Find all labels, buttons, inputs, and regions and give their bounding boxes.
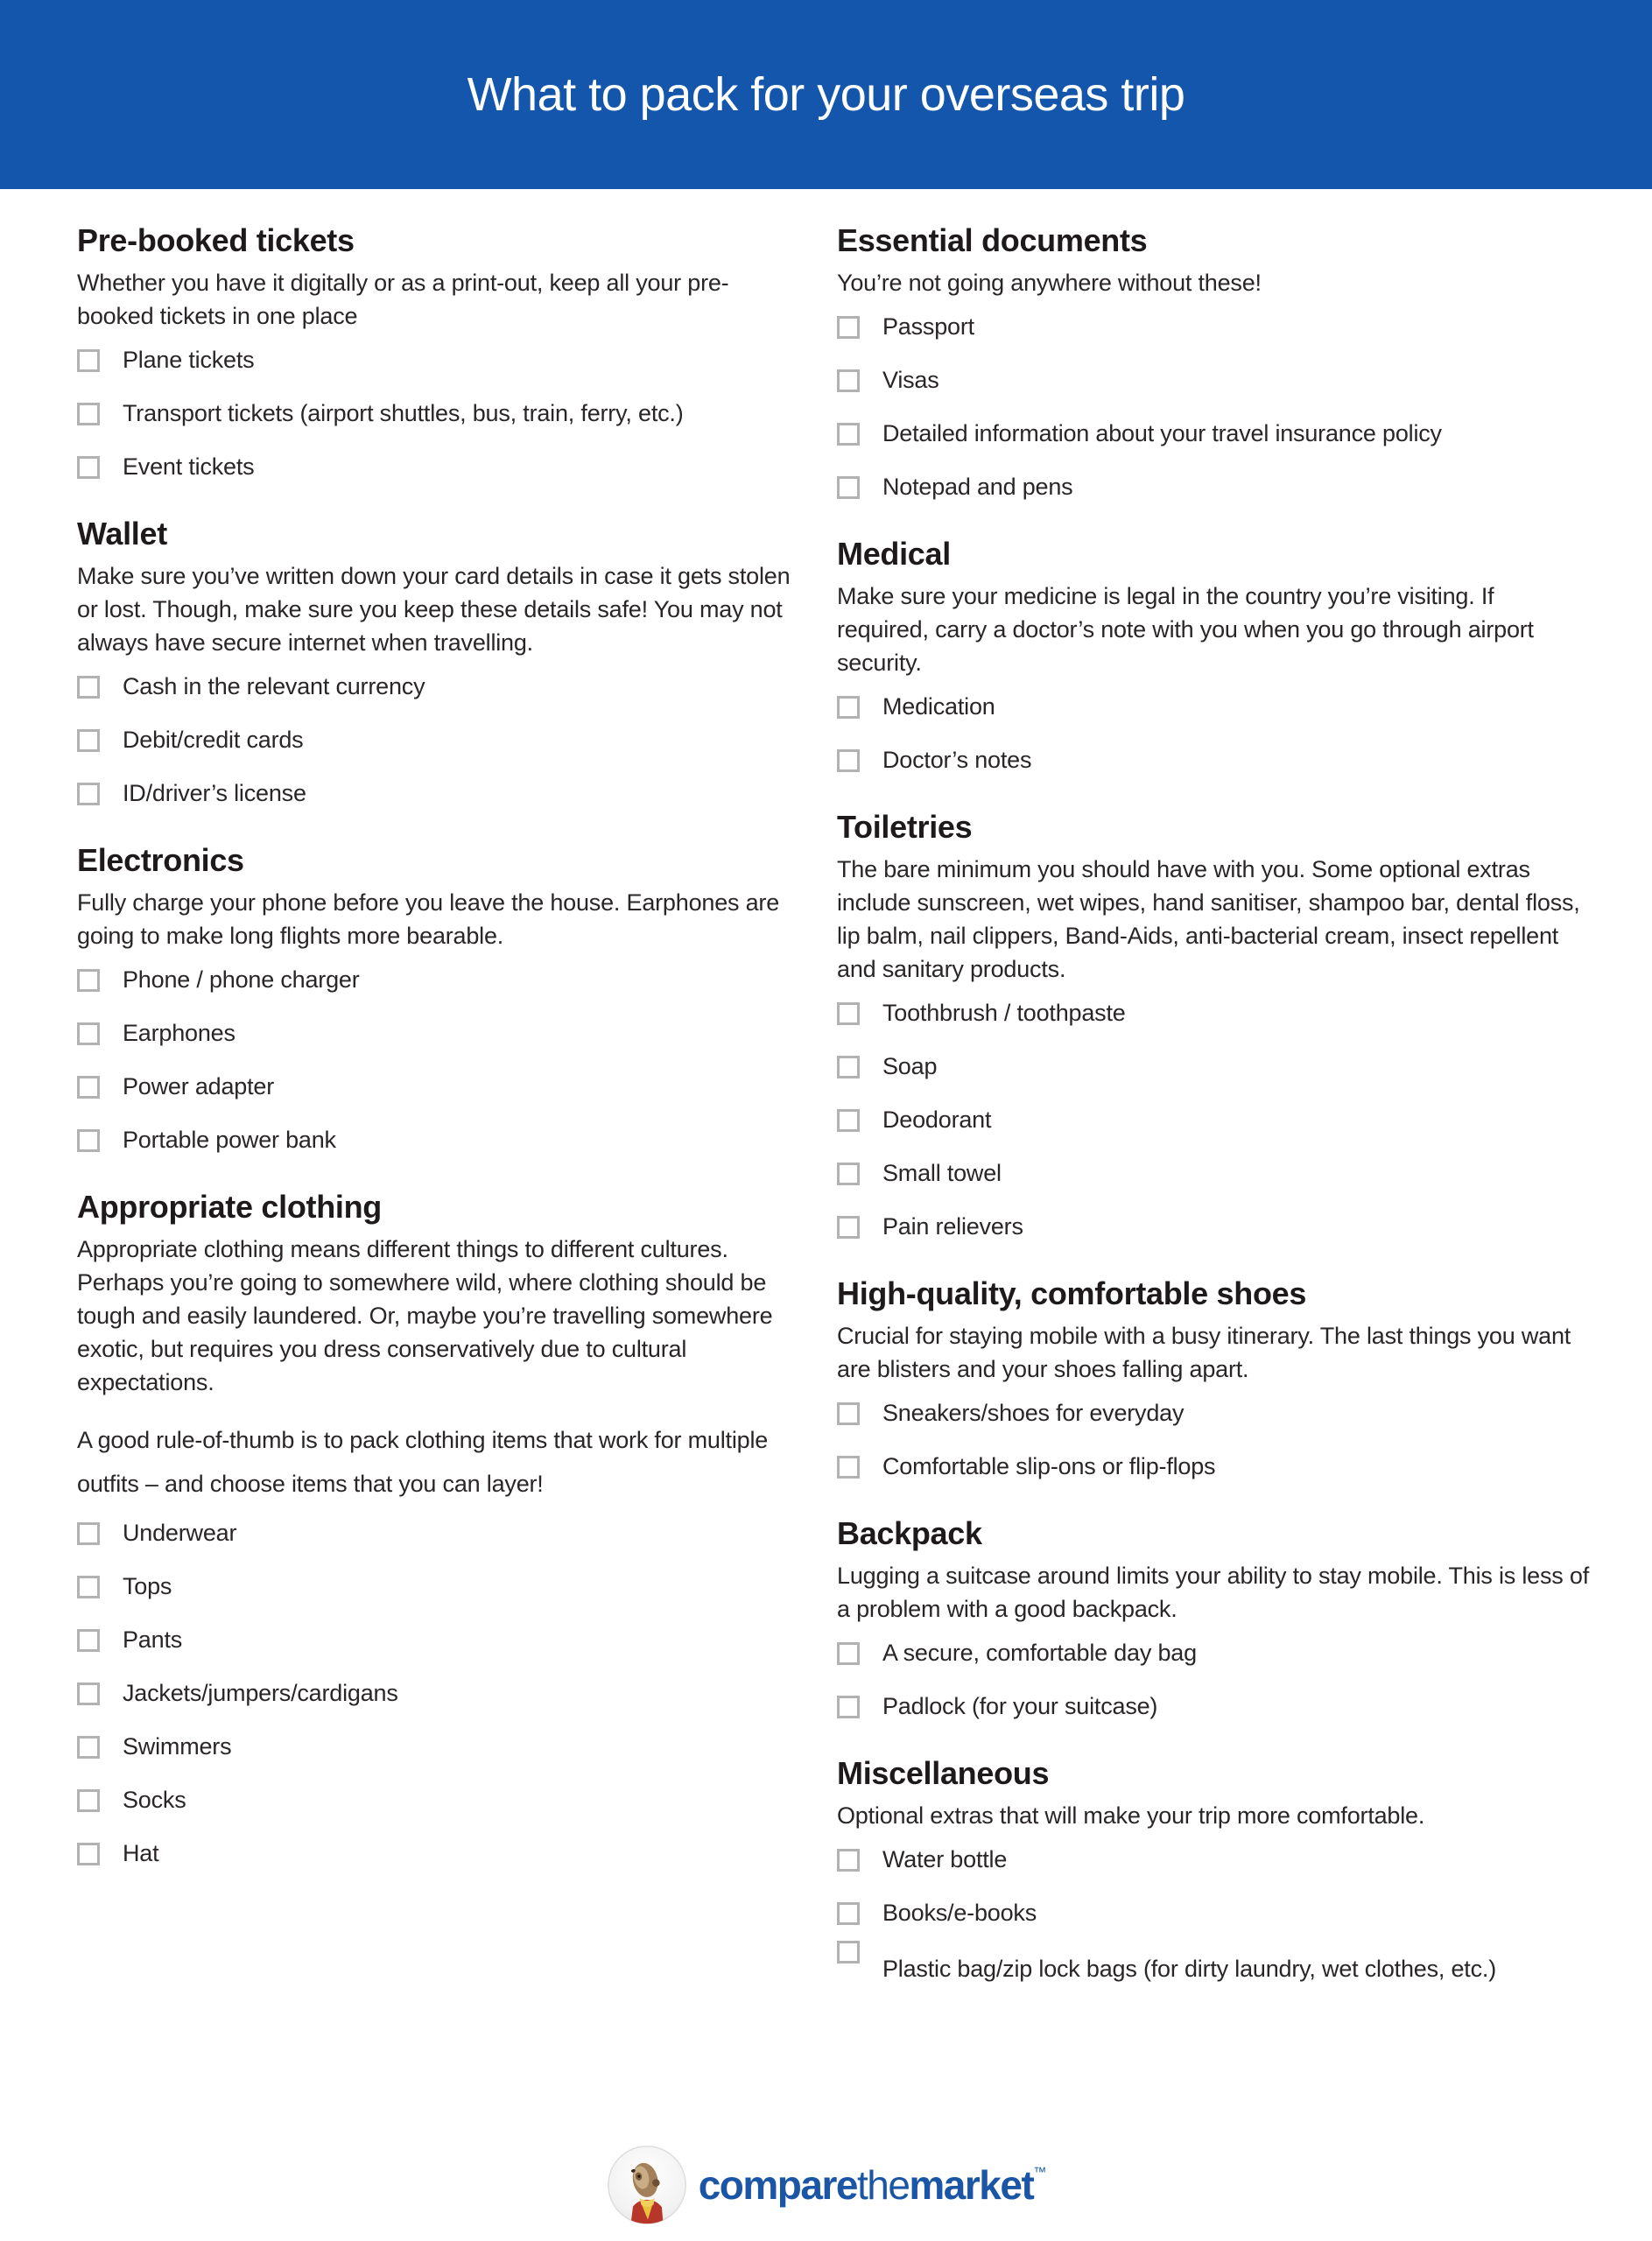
section-description: The bare minimum you should have with you. Some optional extras include sunscreen, wet wipes, hand sanitiser, shampoo bar, dental floss, lip balm, nail clippers, Band-Aids, anti-bacterial cream, insect repellent and sanitary products. — [837, 856, 1580, 982]
checklist-item-label: Small towel — [882, 1160, 1002, 1186]
checklist-item — [77, 1127, 797, 1154]
checklist-item-label: Sneakers/shoes for everyday — [882, 1400, 1185, 1426]
checklist-items — [837, 1000, 1591, 1240]
checklist-items — [837, 313, 1591, 501]
section-toiletries — [837, 809, 1591, 1240]
checklist-item — [77, 347, 797, 374]
checkbox[interactable] — [77, 783, 100, 805]
checklist-items — [77, 673, 797, 807]
section-title: Pre-booked tickets — [77, 222, 355, 258]
section-electronics — [77, 842, 797, 1154]
checkbox[interactable] — [77, 1022, 100, 1045]
section-title: Backpack — [837, 1515, 982, 1551]
checkbox[interactable] — [837, 369, 860, 392]
section-title: Medical — [837, 536, 951, 572]
section-backpack — [837, 1515, 1591, 1720]
logo-word-compare: compare — [698, 2162, 857, 2208]
checklist-items — [837, 693, 1591, 774]
checklist-item — [837, 1846, 1591, 1873]
checklist-item-label: Phone / phone charger — [123, 966, 360, 993]
checklist-item-label: Visas — [882, 367, 939, 393]
checkbox[interactable] — [837, 1696, 860, 1718]
checkbox[interactable] — [837, 316, 860, 339]
checkbox[interactable] — [837, 476, 860, 499]
checklist-item-label: Tops — [123, 1573, 172, 1599]
section-title: High-quality, comfortable shoes — [837, 1275, 1307, 1311]
checkbox[interactable] — [77, 1076, 100, 1099]
checkbox[interactable] — [837, 696, 860, 719]
checklist-item — [77, 673, 797, 700]
checklist-item — [77, 1520, 797, 1547]
checklist-items — [837, 1640, 1591, 1720]
section-description: Whether you have it digitally or as a print-out, keep all your pre-booked tickets in one place — [77, 270, 729, 329]
checklist-items — [77, 1520, 797, 1867]
checklist-item-label: Power adapter — [123, 1073, 275, 1099]
checklist-item — [837, 1160, 1591, 1187]
section-description: Lugging a suitcase around limits your ability to stay mobile. This is less of a problem with a good backpack. — [837, 1563, 1590, 1622]
checkbox[interactable] — [837, 423, 860, 446]
checklist-item — [837, 693, 1591, 720]
checkbox[interactable] — [837, 749, 860, 772]
document-header — [0, 0, 1652, 189]
checkbox[interactable] — [837, 1402, 860, 1425]
checklist-item-label: Underwear — [123, 1520, 237, 1546]
checklist-item — [77, 1680, 797, 1707]
checklist-item — [77, 727, 797, 754]
checklist-item — [837, 1900, 1591, 1927]
checklist-item — [77, 1020, 797, 1047]
section-title: Miscellaneous — [837, 1755, 1050, 1791]
checklist-item — [837, 313, 1591, 341]
section-title: Electronics — [77, 842, 244, 878]
checkbox[interactable] — [77, 729, 100, 752]
checklist-item — [837, 1693, 1591, 1720]
checklist-item-label: Detailed information about your travel insurance policy — [882, 420, 1442, 446]
checklist-item — [77, 1573, 797, 1600]
checklist-item — [77, 966, 797, 994]
logo-word-market: market — [909, 2162, 1034, 2208]
checklist-item — [837, 1000, 1591, 1027]
checkbox[interactable] — [77, 1843, 100, 1865]
checklist-item — [77, 1840, 797, 1867]
checklist-item — [837, 1400, 1591, 1427]
checklist-item-label: Socks — [123, 1787, 186, 1813]
section-description: Make sure you’ve written down your card details in case it gets stolen or lost. Though, make sure you keep these details safe! You may not always have secure internet when travelling. — [77, 563, 791, 656]
checkbox[interactable] — [837, 1849, 860, 1872]
checklist-items — [837, 1846, 1591, 1985]
section-description: Make sure your medicine is legal in the country you’re visiting. If required, carry a doctor’s note with you when you go through airport security. — [837, 583, 1534, 676]
checkbox[interactable] — [837, 1642, 860, 1665]
checklist-item-label: Soap — [882, 1053, 938, 1079]
checklist-item-label: ID/driver’s license — [123, 780, 306, 806]
checklist-item — [77, 1787, 797, 1814]
checklist-item-label: Passport — [882, 313, 974, 340]
meerkat-mascot-icon — [606, 2144, 688, 2226]
checklist-item-label: Debit/credit cards — [123, 727, 304, 753]
section-appropriate-clothing — [77, 1189, 797, 1867]
checkbox[interactable] — [837, 1002, 860, 1025]
checklist-item — [77, 453, 797, 481]
checklist-item — [837, 1453, 1591, 1480]
trademark-symbol: ™ — [1033, 2165, 1047, 2180]
checkbox[interactable] — [77, 676, 100, 699]
checklist-item — [837, 367, 1591, 394]
checklist-item — [837, 1640, 1591, 1667]
checklist-item-label: A secure, comfortable day bag — [882, 1640, 1197, 1666]
checklist-item-label: Toothbrush / toothpaste — [882, 1000, 1126, 1026]
checkbox[interactable] — [77, 403, 100, 425]
checkbox[interactable] — [77, 1129, 100, 1152]
checkbox[interactable] — [77, 1789, 100, 1812]
page-title: What to pack for your overseas trip — [467, 68, 1185, 121]
checklist-item-label: Cash in the relevant currency — [123, 673, 425, 699]
checklist-item-label: Swimmers — [123, 1733, 232, 1760]
checkbox[interactable] — [77, 1629, 100, 1652]
document-footer — [0, 2129, 1652, 2241]
checklist-item-label: Pain relievers — [882, 1213, 1023, 1240]
section-miscellaneous — [837, 1755, 1591, 1985]
checklist-item-label: Transport tickets (airport shuttles, bus, train, ferry, etc.) — [123, 400, 684, 426]
section-note: A good rule-of-thumb is to pack clothing items that work for multiple outfits – and choose items that you can layer! — [77, 1427, 769, 1497]
checkbox[interactable] — [77, 456, 100, 479]
checklist-item-label: Event tickets — [123, 453, 255, 480]
checkbox[interactable] — [837, 1456, 860, 1479]
checkbox[interactable] — [837, 1216, 860, 1239]
checkbox[interactable] — [77, 349, 100, 372]
section-title: Wallet — [77, 516, 167, 551]
checklist-item-label: Doctor’s notes — [882, 747, 1032, 773]
checklist-item — [837, 1053, 1591, 1080]
section-medical — [837, 536, 1591, 774]
checklist-item-label: Plane tickets — [123, 347, 255, 373]
section-pre-booked-tickets — [77, 222, 797, 481]
checklist-item — [837, 420, 1591, 447]
section-description: Optional extras that will make your trip more comfortable. — [837, 1802, 1425, 1829]
checklist-content — [0, 189, 1652, 2020]
checkbox[interactable] — [77, 1736, 100, 1759]
checklist-items — [77, 347, 797, 481]
section-description: Crucial for staying mobile with a busy itinerary. The last things you want are blisters and your shoes falling apart. — [837, 1323, 1571, 1382]
checklist-items — [837, 1400, 1591, 1480]
comparethemarket-logo — [606, 2144, 1047, 2226]
checklist-item-label: Deodorant — [882, 1106, 992, 1133]
section-description: Appropriate clothing means different things to different cultures. Perhaps you’re going to somewhere wild, where clothing should be tough and easily laundered. Or, maybe you’re travelling somewhere exotic, but requires you dress conservatively due to cultural expectations. — [77, 1236, 773, 1395]
checkbox[interactable] — [837, 1941, 860, 1964]
section-description: You’re not going anywhere without these! — [837, 270, 1262, 296]
checklist-item-label: Medication — [882, 693, 995, 720]
checklist-item-label: Notepad and pens — [882, 474, 1073, 500]
checklist-item-label: Books/e-books — [882, 1900, 1037, 1926]
checkbox[interactable] — [837, 1163, 860, 1185]
logo-word-the: the — [856, 2162, 910, 2208]
section-title: Toiletries — [837, 809, 973, 845]
checklist-item — [837, 1106, 1591, 1134]
checklist-item — [837, 747, 1591, 774]
checkbox[interactable] — [77, 969, 100, 992]
checkbox[interactable] — [837, 1902, 860, 1925]
checklist-item-label: Padlock (for your suitcase) — [882, 1693, 1158, 1719]
checkbox[interactable] — [77, 1683, 100, 1705]
checklist-item-label: Pants — [123, 1626, 183, 1653]
logo-wordmark — [699, 2161, 1047, 2209]
checklist-item-label: Jackets/jumpers/cardigans — [123, 1680, 398, 1706]
checklist-item-label: Plastic bag/zip lock bags (for dirty laundry, wet clothes, etc.) — [882, 1956, 1496, 1982]
checklist-item — [77, 1073, 797, 1100]
checklist-item — [837, 1953, 1591, 1985]
section-title: Essential documents — [837, 222, 1148, 258]
section-essential-documents — [837, 222, 1591, 501]
section-comfortable-shoes — [837, 1275, 1591, 1480]
checklist-item-label: Comfortable slip-ons or flip-flops — [882, 1453, 1216, 1479]
checkbox[interactable] — [77, 1522, 100, 1545]
checklist-item — [77, 400, 797, 427]
checklist-item — [837, 1213, 1591, 1240]
section-description: Fully charge your phone before you leave the house. Earphones are going to make long flights more bearable. — [77, 889, 780, 949]
right-column — [837, 222, 1591, 2020]
checklist-item — [77, 1733, 797, 1760]
checklist-item — [77, 780, 797, 807]
checklist-item-label: Hat — [123, 1840, 159, 1866]
checkbox[interactable] — [837, 1109, 860, 1132]
checkbox[interactable] — [837, 1056, 860, 1078]
checklist-item-label: Earphones — [123, 1020, 235, 1046]
section-wallet — [77, 516, 797, 807]
checklist-item — [77, 1626, 797, 1654]
checkbox[interactable] — [77, 1576, 100, 1598]
checklist-items — [77, 966, 797, 1154]
checklist-item — [837, 474, 1591, 501]
checklist-item-label: Portable power bank — [123, 1127, 336, 1153]
checklist-item-label: Water bottle — [882, 1846, 1008, 1872]
section-title: Appropriate clothing — [77, 1189, 382, 1225]
left-column — [77, 222, 797, 2020]
